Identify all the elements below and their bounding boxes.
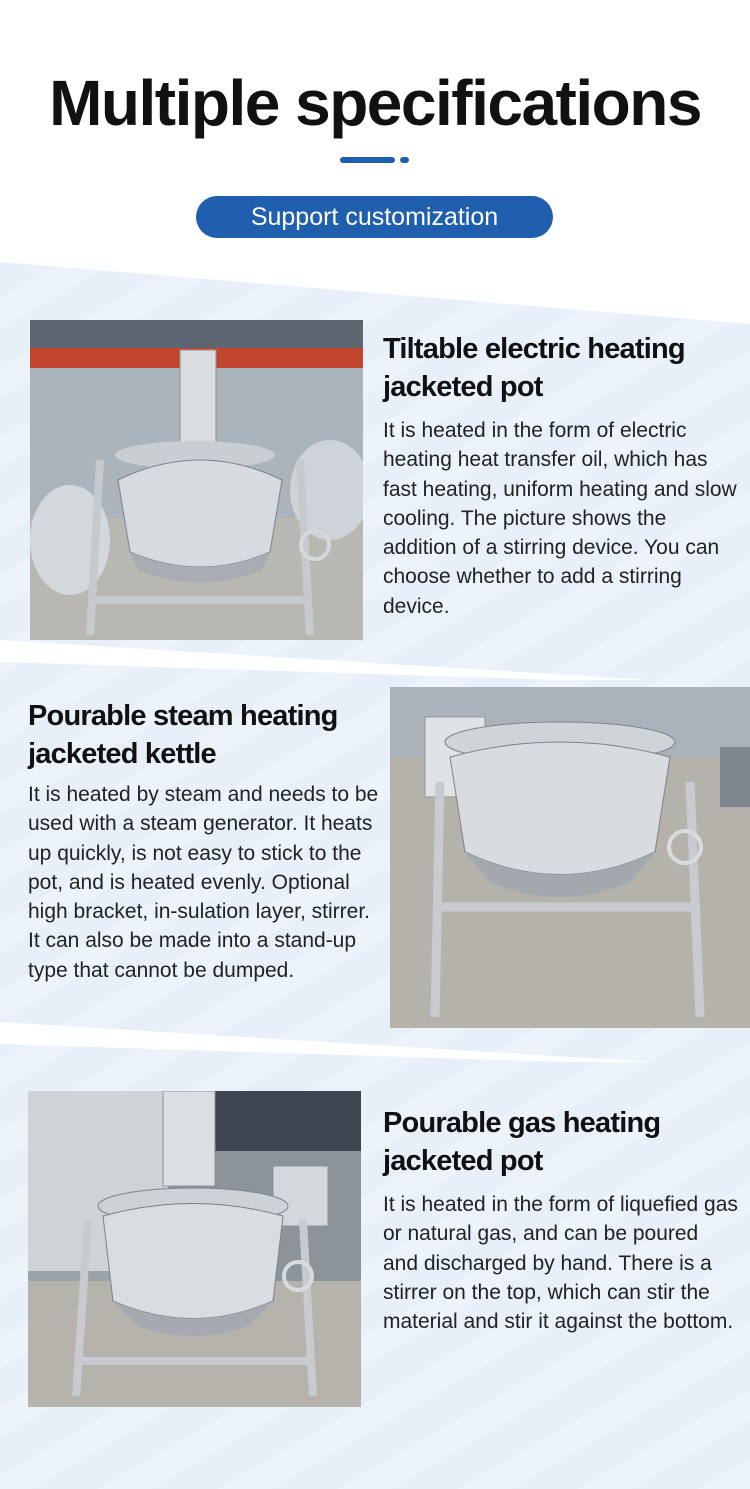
title-underline-dot (400, 157, 409, 163)
product-description: It is heated in the form of liquefied gas or natural gas, and can be poured and discharged by hand. There is a stirrer on the top, which can stir the material and stir it against the bottom. (383, 1193, 738, 1334)
tiltable-electric-pot-photo (30, 320, 363, 640)
support-customization-badge: Support customization (196, 196, 553, 238)
title-underline-bar (340, 157, 395, 163)
product-description: It is heated by steam and needs to be used with a steam generator. It heats up quickly, is not easy to stick to the pot, and is heated evenly. Optional high bracket, in-sulation layer, stirrer. It can also be made into a stand-up type that cannot be dumped. (28, 783, 379, 982)
pourable-gas-pot-photo (28, 1091, 361, 1407)
pourable-steam-kettle-photo (390, 687, 750, 1028)
product-heading: Pourable gas heating jacketed pot (383, 1107, 661, 1177)
product-heading: Pourable steam heating jacketed kettle (28, 700, 338, 770)
product-heading: Tiltable electric heating jacketed pot (383, 333, 685, 403)
product-description: It is heated in the form of electric heating heat transfer oil, which has fast heating, uniform heating and slow cooling. The picture shows the addition of a stirring device. You can choose whether to add a stirring device. (383, 419, 737, 618)
page-title: Multiple specifications (49, 67, 701, 139)
